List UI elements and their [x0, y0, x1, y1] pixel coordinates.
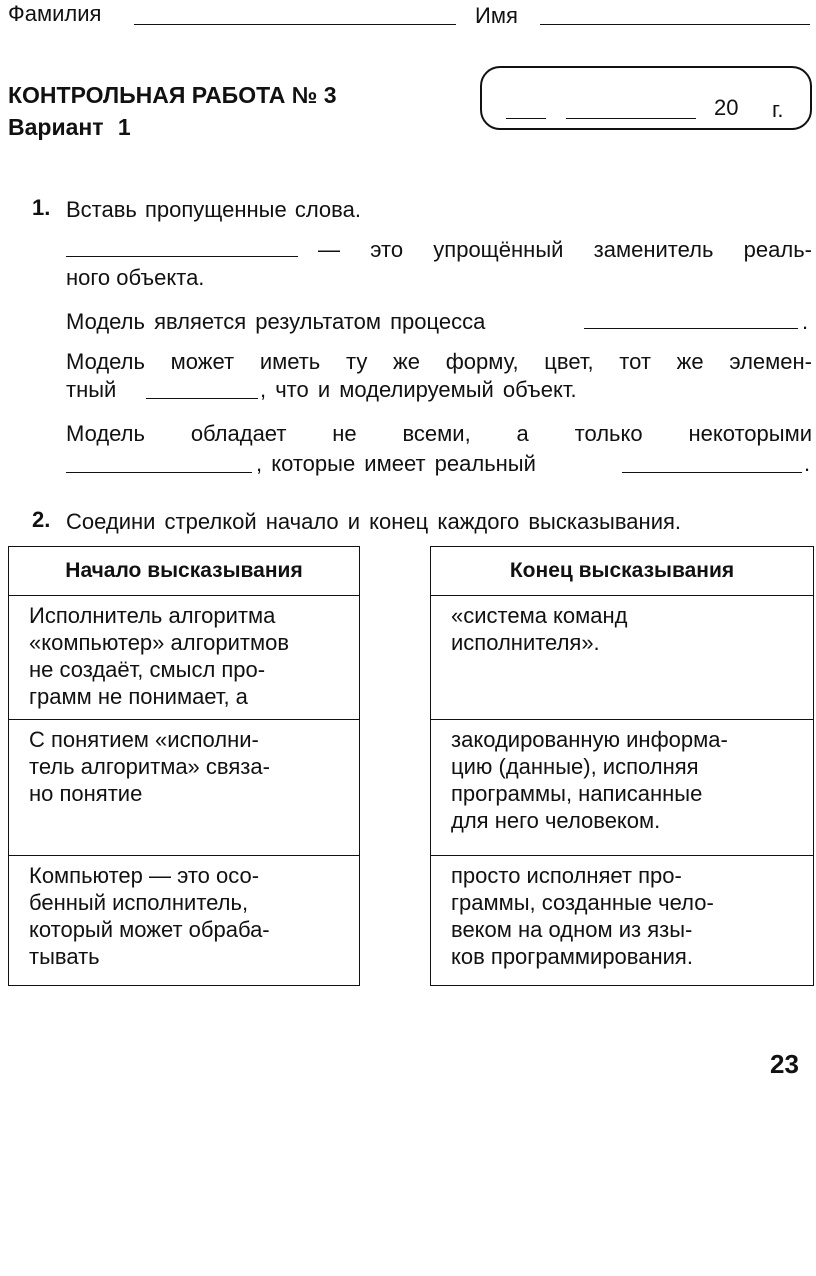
- task1-sentence3-a: Модель может иметь ту же форму, цвет, тот же элемен-: [66, 349, 812, 374]
- surname-label: Фамилия: [8, 1, 102, 26]
- left-item-2-line2: тель алгоритма» связа-: [29, 754, 270, 779]
- left-column: [8, 546, 360, 986]
- right-header: Конец высказывания: [509, 559, 735, 582]
- task1-sentence1-b: ного объекта.: [66, 265, 205, 290]
- task1-sentence4-b: , которые имеет реальный: [256, 451, 536, 476]
- left-item-1-line1: Исполнитель алгоритма: [29, 603, 276, 628]
- blank-5[interactable]: [622, 472, 802, 473]
- left-item-1[interactable]: [9, 595, 359, 719]
- right-item-3-line1: просто исполняет про-: [451, 863, 682, 888]
- task1-sentence2: Модель является результатом процесса: [66, 309, 486, 334]
- right-item-2-line3: программы, написанные: [451, 781, 703, 806]
- surname-line[interactable]: [134, 24, 456, 25]
- right-item-1-line1: «система команд: [451, 603, 628, 628]
- right-item-2-line4: для него человеком.: [451, 808, 661, 833]
- left-header: Начало высказывания: [65, 559, 303, 582]
- left-item-2-line3: но понятие: [29, 781, 143, 806]
- left-item-3-line4: тывать: [29, 944, 100, 969]
- task1-sentence3-b2: , что и моделируемый объект.: [260, 377, 577, 402]
- right-item-3[interactable]: [431, 855, 813, 984]
- right-item-1[interactable]: [431, 595, 813, 719]
- left-item-1-line4: грамм не понимает, а: [29, 684, 248, 709]
- page-number: 23: [770, 1049, 799, 1079]
- right-item-2-line2: цию (данные), исполняя: [451, 754, 699, 779]
- test-title: КОНТРОЛЬНАЯ РАБОТА № 3: [8, 82, 337, 108]
- task1-prompt: Вставь пропущенные слова.: [66, 197, 361, 222]
- left-item-3-line2: бенный исполнитель,: [29, 890, 249, 915]
- date-year-prefix: 20: [714, 95, 739, 120]
- task1-sentence1-a: — это упрощённый заменитель реаль-: [318, 237, 812, 262]
- date-month-line[interactable]: [566, 118, 696, 119]
- right-item-2[interactable]: [431, 719, 813, 855]
- blank-3[interactable]: [146, 398, 258, 399]
- blank-1[interactable]: [66, 256, 298, 257]
- date-day-line[interactable]: [506, 118, 546, 119]
- task2-prompt: Соедини стрелкой начало и конец каждого высказывания.: [66, 509, 682, 534]
- blank-2[interactable]: [584, 328, 798, 329]
- task1-sentence3-b1: тный: [66, 377, 117, 402]
- right-item-1-line2: исполнителя».: [451, 630, 600, 655]
- left-item-2[interactable]: [9, 719, 359, 855]
- task2-number: 2.: [32, 507, 51, 532]
- date-year-suffix: г.: [772, 97, 784, 122]
- date-box: [480, 66, 812, 130]
- right-item-2-line1: закодированную информа-: [451, 727, 728, 752]
- left-item-3-line3: который может обраба-: [29, 917, 270, 942]
- right-column: [430, 546, 814, 986]
- task1-sentence2-period: .: [802, 309, 809, 334]
- task1-sentence4-a: Модель обладает не всеми, а только некоторыми: [66, 421, 812, 446]
- name-line[interactable]: [540, 24, 810, 25]
- name-label: Имя: [475, 3, 518, 28]
- variant-label: Вариант 1: [8, 114, 131, 140]
- blank-4[interactable]: [66, 472, 252, 473]
- left-item-1-line3: не создаёт, смысл про-: [29, 657, 266, 682]
- right-item-3-line4: ков программирования.: [451, 944, 693, 969]
- left-item-2-line1: С понятием «исполни-: [29, 727, 259, 752]
- task1-sentence4-period: .: [804, 451, 811, 476]
- left-item-1-line2: «компьютер» алгоритмов: [29, 630, 290, 655]
- left-item-3[interactable]: [9, 855, 359, 984]
- task1-number: 1.: [32, 195, 51, 220]
- right-item-3-line2: граммы, созданные чело-: [451, 890, 714, 915]
- right-item-3-line3: веком на одном из язы-: [451, 917, 693, 942]
- left-item-3-line1: Компьютер — это осо-: [29, 863, 260, 888]
